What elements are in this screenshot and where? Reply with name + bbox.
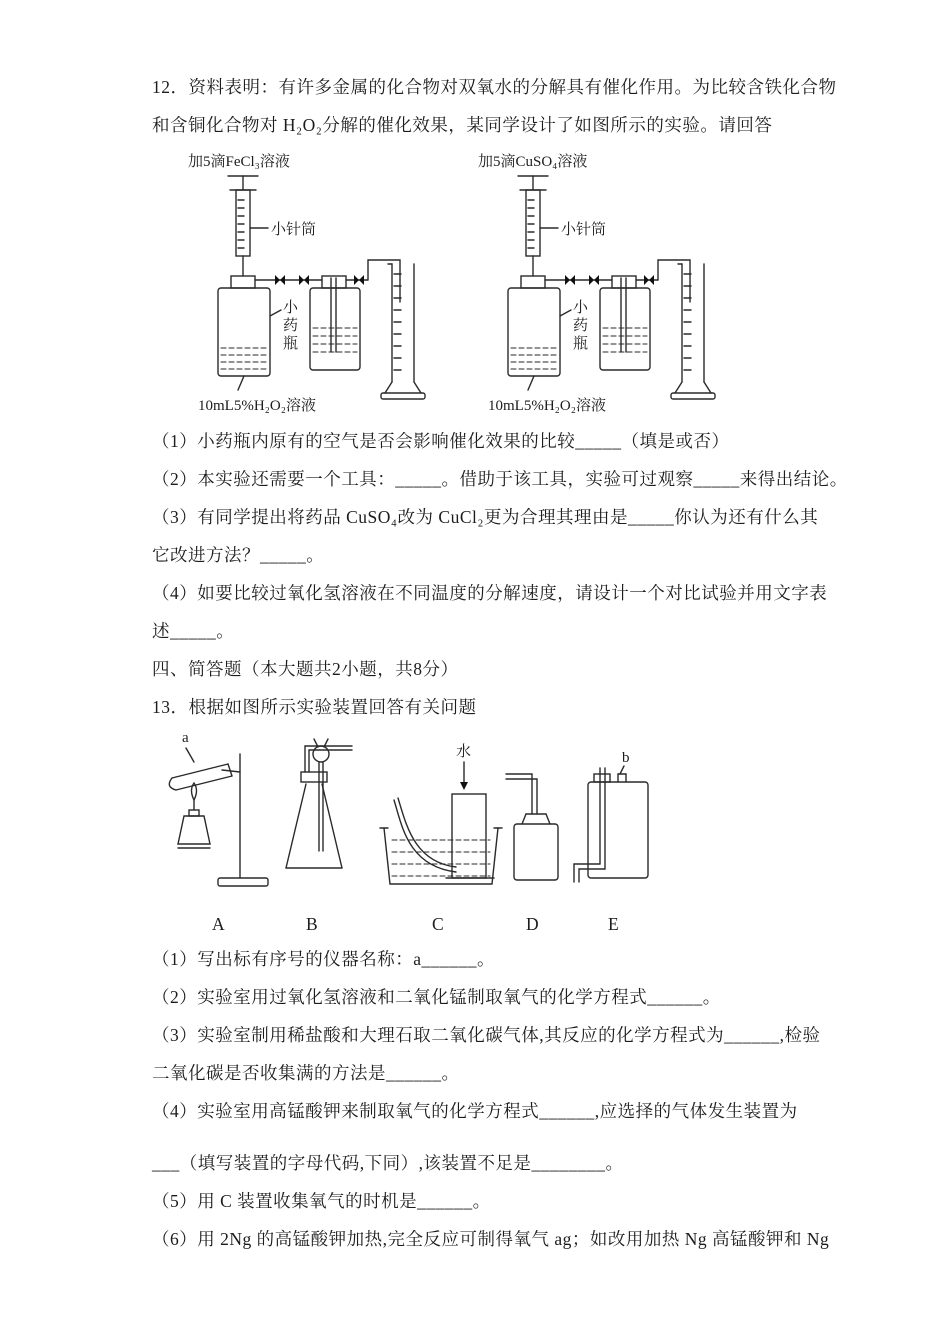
jar-label-left-1: 小 <box>283 300 299 316</box>
apparatus-drawing <box>508 176 715 399</box>
device-D-gas-bottle <box>506 774 558 880</box>
water-label: 水 <box>456 744 472 760</box>
h2o2-label-right: 10mL5%H₂O₂溶液 <box>488 398 606 414</box>
apparatus-cuso4 <box>478 152 715 414</box>
q13-item-5: （5）用 C 装置收集氧气的时机是______。 <box>152 1191 491 1211</box>
letter-B: B <box>306 914 318 934</box>
jar-label-left-3: 瓶 <box>283 336 299 352</box>
section-4-heading: 四、简答题（本大题共2小题，共8分） <box>152 659 459 679</box>
fecl3-drops-label: 加5滴FeCl₃溶液 <box>188 154 290 170</box>
device-B-flask-generator <box>286 739 352 868</box>
cuso4-drops-label: 加5滴CuSO₄溶液 <box>478 154 588 170</box>
q12-item-4-line1: （4）如要比较过氧化氢溶液在不同温度的分解速度，请设计一个对比试验并用文字表 <box>152 583 828 603</box>
q13-item-2: （2）实验室用过氧化氢溶液和二氧化锰制取氧气的化学方程式______。 <box>152 987 721 1007</box>
syringe-label-right: 小针筒 <box>561 222 607 238</box>
q12-item-4-line2: 述_____。 <box>152 621 235 641</box>
letter-A: A <box>212 914 225 934</box>
device-C-water-trough-collection <box>380 743 502 884</box>
device-A-heating-setup <box>169 730 268 886</box>
device-E-collection-bottle <box>574 750 648 882</box>
label-a: a <box>182 730 189 746</box>
q12-apparatus-figure <box>180 150 750 422</box>
apparatus-drawing <box>218 176 425 399</box>
letter-E: E <box>608 914 619 934</box>
q13-item-1: （1）写出标有序号的仪器名称：a______。 <box>152 949 496 969</box>
q12-intro-line1: 12．资料表明：有许多金属的化合物对双氧水的分解具有催化作用。为比较含铁化合物 <box>152 77 837 97</box>
q13-item-4-line1: （4）实验室用高锰酸钾来制取氧气的化学方程式______,应选择的气体发生装置为 <box>152 1101 798 1121</box>
jar-label-right-3: 瓶 <box>573 336 589 352</box>
label-b: b <box>622 750 630 766</box>
letter-C: C <box>432 914 444 934</box>
syringe-label-left: 小针筒 <box>271 222 317 238</box>
apparatus-fecl3 <box>188 152 425 414</box>
q12-item-1: （1）小药瓶内原有的空气是否会影响催化效果的比较_____（填是或否） <box>152 431 730 451</box>
q13-item-4-line2: ___（填写装置的字母代码,下同）,该装置不足是________。 <box>152 1153 624 1173</box>
q12-intro-line2: 和含铜化合物对 H₂O₂分解的催化效果，某同学设计了如图所示的实验。请回答 <box>152 115 773 135</box>
q13-item-3-line1: （3）实验室制用稀盐酸和大理石取二氧化碳气体,其反应的化学方程式为______,检验 <box>152 1025 821 1045</box>
q13-intro: 13．根据如图所示实验装置回答有关问题 <box>152 697 477 717</box>
q13-item-3-line2: 二氧化碳是否收集满的方法是______。 <box>152 1063 460 1083</box>
q12-item-3-line2: 它改进方法？_____。 <box>152 545 325 565</box>
jar-label-right-1: 小 <box>573 300 589 316</box>
q13-apparatus-figure <box>156 726 696 940</box>
q13-item-6: （6）用 2Ng 的高锰酸钾加热,完全反应可制得氧气 ag；如改用加热 Ng 高锰酸钾和 Ng <box>152 1229 830 1249</box>
q12-item-2: （2）本实验还需要一个工具：_____。借助于该工具，实验可过观察_____来得出结论。 <box>152 469 848 489</box>
jar-label-right-2: 药 <box>573 318 589 334</box>
h2o2-label-left: 10mL5%H₂O₂溶液 <box>198 398 316 414</box>
q12-item-3-line1: （3）有同学提出将药品 CuSO₄改为 CuCl₂更为合理其理由是_____你认为还有什么其 <box>152 507 819 527</box>
jar-label-left-2: 药 <box>283 318 299 334</box>
letter-D: D <box>526 914 539 934</box>
